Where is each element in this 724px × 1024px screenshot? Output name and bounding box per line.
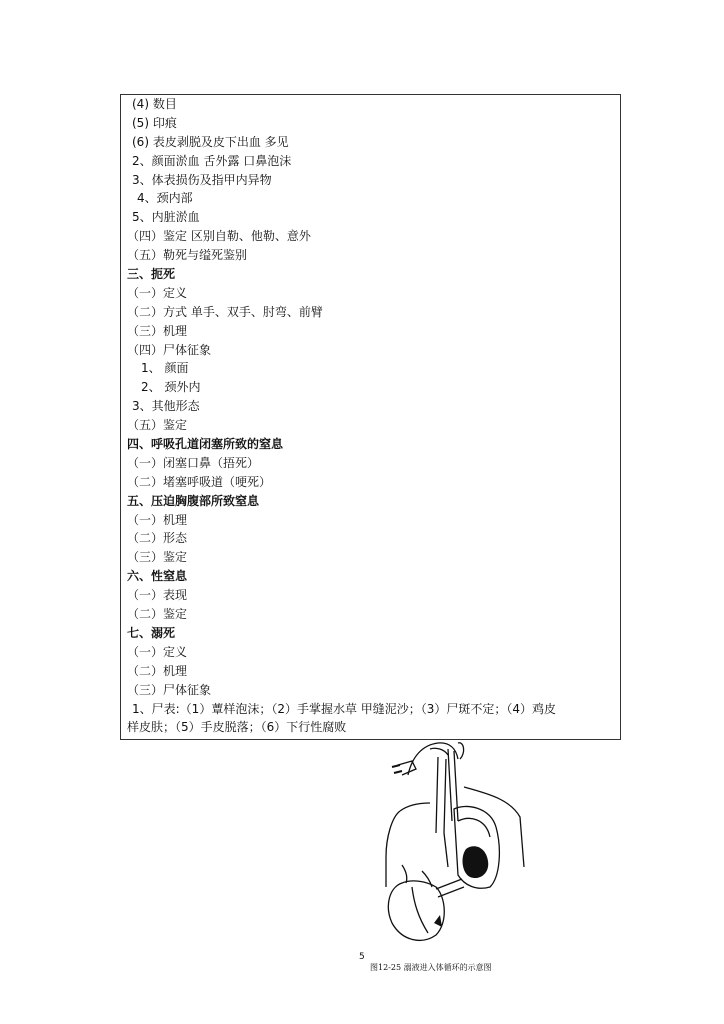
outline-line: （五）鉴定 [127, 418, 188, 433]
outline-line: 3、其他形态 [132, 399, 200, 414]
outline-line: （二）方式 单手、双手、肘弯、前臂 [127, 304, 323, 319]
outline-line: （三）机理 [127, 323, 188, 338]
outline-text [127, 95, 617, 737]
outline-line: （三）尸体征象 [127, 682, 212, 697]
section-heading: 六、性窒息 [127, 569, 188, 584]
figure-caption: 图12-25 溺液进入体循环的示意图 [370, 963, 492, 972]
section-heading: 四、呼吸孔道闭塞所致的窒息 [127, 437, 284, 452]
outline-line: （二）机理 [127, 663, 188, 678]
section-heading: 五、压迫胸腹部所致窒息 [127, 493, 260, 508]
page-number: 5 [359, 952, 365, 962]
outline-line: (6) 表皮剥脱及皮下出血 多见 [132, 134, 289, 149]
outline-line: 2、颜面淤血 舌外露 口鼻泡沫 [132, 153, 292, 168]
outline-line: 3、体表损伤及指甲内异物 [132, 172, 272, 187]
outline-line: （四）鉴定 区别自勒、他勒、意外 [127, 229, 311, 244]
outline-line: 4、颈内部 [137, 191, 193, 206]
outline-line: （一）机理 [127, 512, 188, 527]
outline-line: 2、 颈外内 [141, 380, 201, 395]
section-heading: 三、扼死 [127, 267, 176, 282]
outline-line: （五）勒死与缢死鉴别 [127, 248, 248, 263]
outline-line: 1、尸表:（1）蕈样泡沫；（2）手掌握水草 甲缝泥沙；（3）尸斑不定；（4）鸡皮 [132, 701, 557, 716]
outline-line: （二）形态 [127, 531, 188, 546]
outline-line: 1、 颜面 [141, 361, 189, 376]
outline-line: （一）表现 [127, 588, 188, 603]
section-heading: 七、溺死 [127, 625, 176, 640]
outline-line: （二）堵塞呼吸道（哽死） [127, 474, 272, 489]
outline-line: 样皮肤；（5）手皮脱落；（6）下行性腐败 [127, 720, 347, 735]
outline-line: （一）定义 [127, 644, 188, 659]
outline-line: （一）定义 [127, 285, 188, 300]
outline-line: （二）鉴定 [127, 607, 188, 622]
outline-line: （四）尸体征象 [127, 342, 212, 357]
outline-line: 5、内脏淤血 [132, 210, 200, 225]
outline-line: （一）闭塞口鼻（捂死） [127, 455, 260, 470]
outline-line: (4) 数目 [132, 97, 177, 111]
outline-line: （三）鉴定 [127, 550, 188, 565]
outline-line: (5) 印痕 [132, 115, 177, 130]
drowning-circulation-figure [378, 737, 533, 949]
